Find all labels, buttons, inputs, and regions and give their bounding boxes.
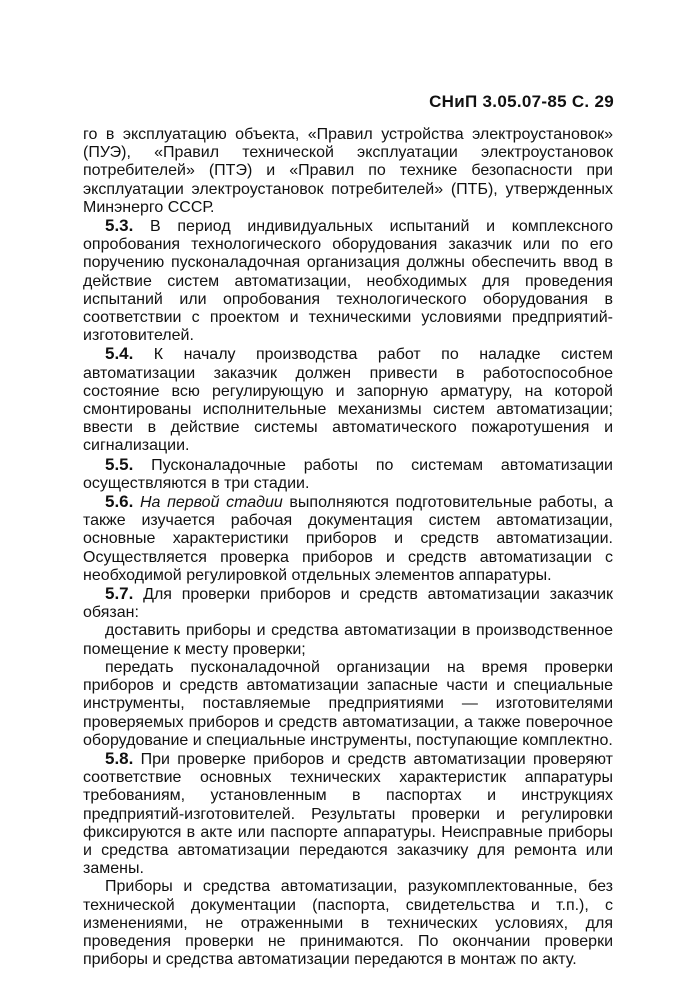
paragraph-text: Для проверки приборов и средств автоматизации заказчик обязан: — [83, 586, 613, 622]
clause-number: 5.4. — [105, 344, 134, 364]
paragraph-final: Приборы и средства автоматизации, разукомплектованные, без технической документации (паспорта, свидетельства и т.п.), с изменениями, не отраженными в технических условиях, для проведения проверки не принимаются. По окончании проверки приборы и средства автоматизации передаются в монтаж по акту. — [83, 878, 613, 969]
clause-number: 5.7. — [105, 584, 134, 604]
list-item-transfer: передать пусконаладочной организации на время проверки приборов и средств автоматизации запасные части и специальные инструменты, поставляемые предприятиями — изготовителями проверяемых приборов и средств автоматизации, а также поверочное оборудование и специальные инструменты, поступающие комплектно. — [83, 658, 613, 749]
paragraph-5-6 — [83, 493, 613, 585]
paragraph-5-8 — [83, 750, 613, 878]
paragraph-continuation: го в эксплуатацию объекта, «Правил устройства электроустановок» (ПУЭ), «Правил технической эксплуатации электроустановок потребителей» (ПТЭ) и «Правил по технике безопасности при эксплуатации электроустановок потребителей» (ПТБ), утвержденных Минэнерго СССР. — [83, 126, 613, 216]
document-body — [83, 126, 613, 969]
paragraph-text: К началу производства работ по наладке систем автоматизации заказчик должен привести в работоспособное состояние всю регулирующую и запорную арматуру, на которой смонтированы исполнительные механизмы систем автоматизации; ввести в действие системы автоматического пожаротушения и сигнализации. — [83, 346, 613, 455]
paragraph-5-5 — [83, 456, 613, 493]
paragraph-5-4 — [83, 345, 613, 455]
clause-number: 5.6. — [105, 492, 134, 512]
list-item-deliver: доставить приборы и средства автоматизации в производственное помещение к месту проверки; — [83, 622, 613, 658]
paragraph-5-7 — [83, 585, 613, 622]
clause-number: 5.8. — [105, 748, 134, 768]
paragraph-text: При проверке приборов и средств автоматизации проверяют соответствие основных технических характеристик аппаратуры требованиям, установленным в паспортах и инструкциях предприятий-изготовителей. Результаты проверки и регулировки фиксируются в акте или паспорте аппаратуры. Неисправные приборы и средства автоматизации передаются заказчику для ремонта или замены. — [83, 750, 613, 878]
paragraph-text: выполняются подготовительные работы, а также изучается рабочая документация систем автоматизации, основные характеристики приборов и средств автоматизации. Осуществляется проверка приборов и средств автоматизации с необходимой регулировкой отдельных элементов аппаратуры. — [83, 494, 613, 584]
clause-number: 5.5. — [105, 454, 134, 474]
clause-number: 5.3. — [105, 216, 134, 236]
paragraph-text: В период индивидуальных испытаний и комплексного опробования технологического оборудования заказчик или по его поручению пусконаладочная организация должны обеспечить ввод в действие систем автоматизации, необходимых для проведения испытаний или опробования технологического оборудования в соответствии с проектом и техническими условиями предприятий-изготовителей. — [83, 218, 613, 345]
emphasis-text: На первой стадии — [133, 494, 283, 512]
page-header: СНиП 3.05.07-85 С. 29 — [429, 92, 614, 111]
paragraph-text: Пусконаладочные работы по системам автоматизации осуществляются в три стадии. — [83, 456, 613, 492]
paragraph-5-3 — [83, 217, 613, 345]
